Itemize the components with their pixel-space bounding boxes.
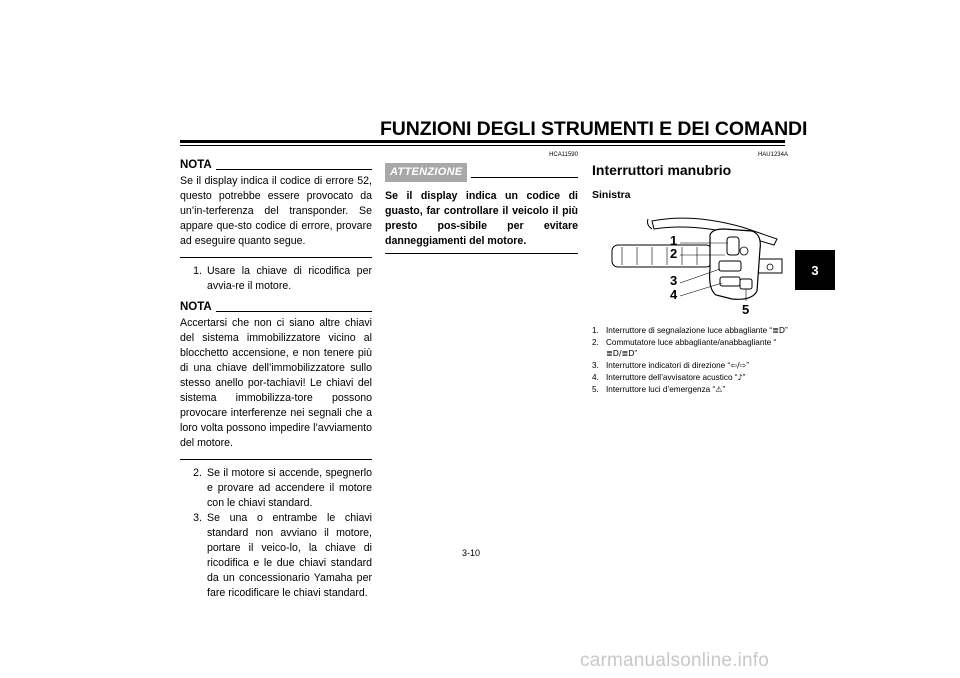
attention-header [385,163,578,182]
attention-text: Se il display indica un codice di guasto, far controllare il veicolo il più presto pos-sibile per evitare danneggiamenti del motore. [385,190,578,247]
legend-number: 1. [592,326,599,335]
callout-2: 2 [670,246,678,261]
callout-5: 5 [742,302,750,317]
column-left [180,158,372,601]
legend-text: Commutatore luce abbagliante/anabbagliante “≣D/≣D” [606,338,777,358]
section-title: Interruttori manubrio [592,162,732,178]
step-text: Usare la chiave di ricodifica per avvia-re il motore. [207,265,372,292]
horn-icon: ♪ [737,373,743,382]
note-header [180,158,372,173]
note-header [180,300,372,315]
legend-text: Interruttore dell’avvisatore acustico “♪” [606,373,746,382]
note-rule [216,169,372,170]
step-number: 3. [193,512,202,524]
note-end-rule [180,257,372,258]
legend-number: 4. [592,373,599,382]
step-item [180,466,372,511]
attention-rule [471,177,578,178]
legend-number: 5. [592,385,599,394]
step-number: 2. [193,467,202,479]
handlebar-illustration [592,209,788,319]
note-end-rule [180,459,372,460]
legend-item [592,337,788,359]
legend-text: Interruttore luci d’emergenza “⚠” [606,385,726,394]
chapter-tab[interactable]: 3 [795,250,835,290]
step-number: 1. [193,265,202,277]
legend-item [592,384,788,395]
note-text: Accertarsi che non ci siano altre chiavi del sistema immobilizzatore vicino al blocchetto accensione, e non tenere più di una chiave dell’immobilizzatore sullo stesso anello por-tachiavi! Le chiavi del sistema immobilizza-tore possono provocare interferenze nei segnali che a loro volta possono impedire l’avviamento del motore. [180,317,372,449]
legend-number: 2. [592,338,599,347]
callout-4: 4 [670,287,678,302]
legend-item [592,360,788,371]
turn-signal-icon: ⇦/⇨ [730,361,747,370]
section-code: HAU1234A [757,152,788,158]
high-beam-icon: ≣D [772,326,786,335]
column-middle [385,151,578,254]
page-number: 3-10 [462,548,481,558]
legend-item [592,372,788,383]
watermark: carmanualsonline.info [580,650,770,671]
attention-end-rule [385,253,578,254]
callout-3: 3 [670,273,678,288]
warning-code: HCA11590 [549,152,578,158]
step-item [180,264,372,294]
legend-item [592,325,788,336]
callout-1: 1 [670,233,678,248]
legend-number: 3. [592,361,599,370]
note-rule [216,311,372,312]
hazard-icon: ⚠ [715,385,723,394]
section-subtitle: Sinistra [592,189,631,201]
column-right [592,151,788,396]
note-label: NOTA [180,159,212,171]
legend-text: Interruttore indicatori di direzione “⇦/⇨” [606,361,750,370]
handlebar-switch-figure [592,209,788,319]
note-text: Se il display indica il codice di errore 52, questo potrebbe essere provocato da un’in-terferenza del transponder. Se appare que-sto codice di errore, provare ad eseguire quanto segue. [180,175,372,247]
header-rule-thin [180,145,785,146]
step-text: Se il motore si accende, spegnerlo e provare ad accendere il motore con le chiavi standard. [207,467,372,509]
attention-badge: ATTENZIONE [385,163,467,182]
step-text: Se una o entrambe le chiavi standard non avviano il motore, portare il veico-lo, la chiave di ricodifica e le due chiavi standard da un concessionario Yamaha per fare ricodificare le chiavi standard. [207,512,372,599]
step-item [180,511,372,601]
note-label: NOTA [180,301,212,313]
dimmer-icon: ≣D/≣D [606,349,635,358]
figure-legend [592,325,788,395]
page-header-title: FUNZIONI DEGLI STRUMENTI E DEI COMANDI [380,118,808,140]
header-rule [180,140,785,143]
legend-text: Interruttore di segnalazione luce abbagliante “≣D” [606,326,788,335]
